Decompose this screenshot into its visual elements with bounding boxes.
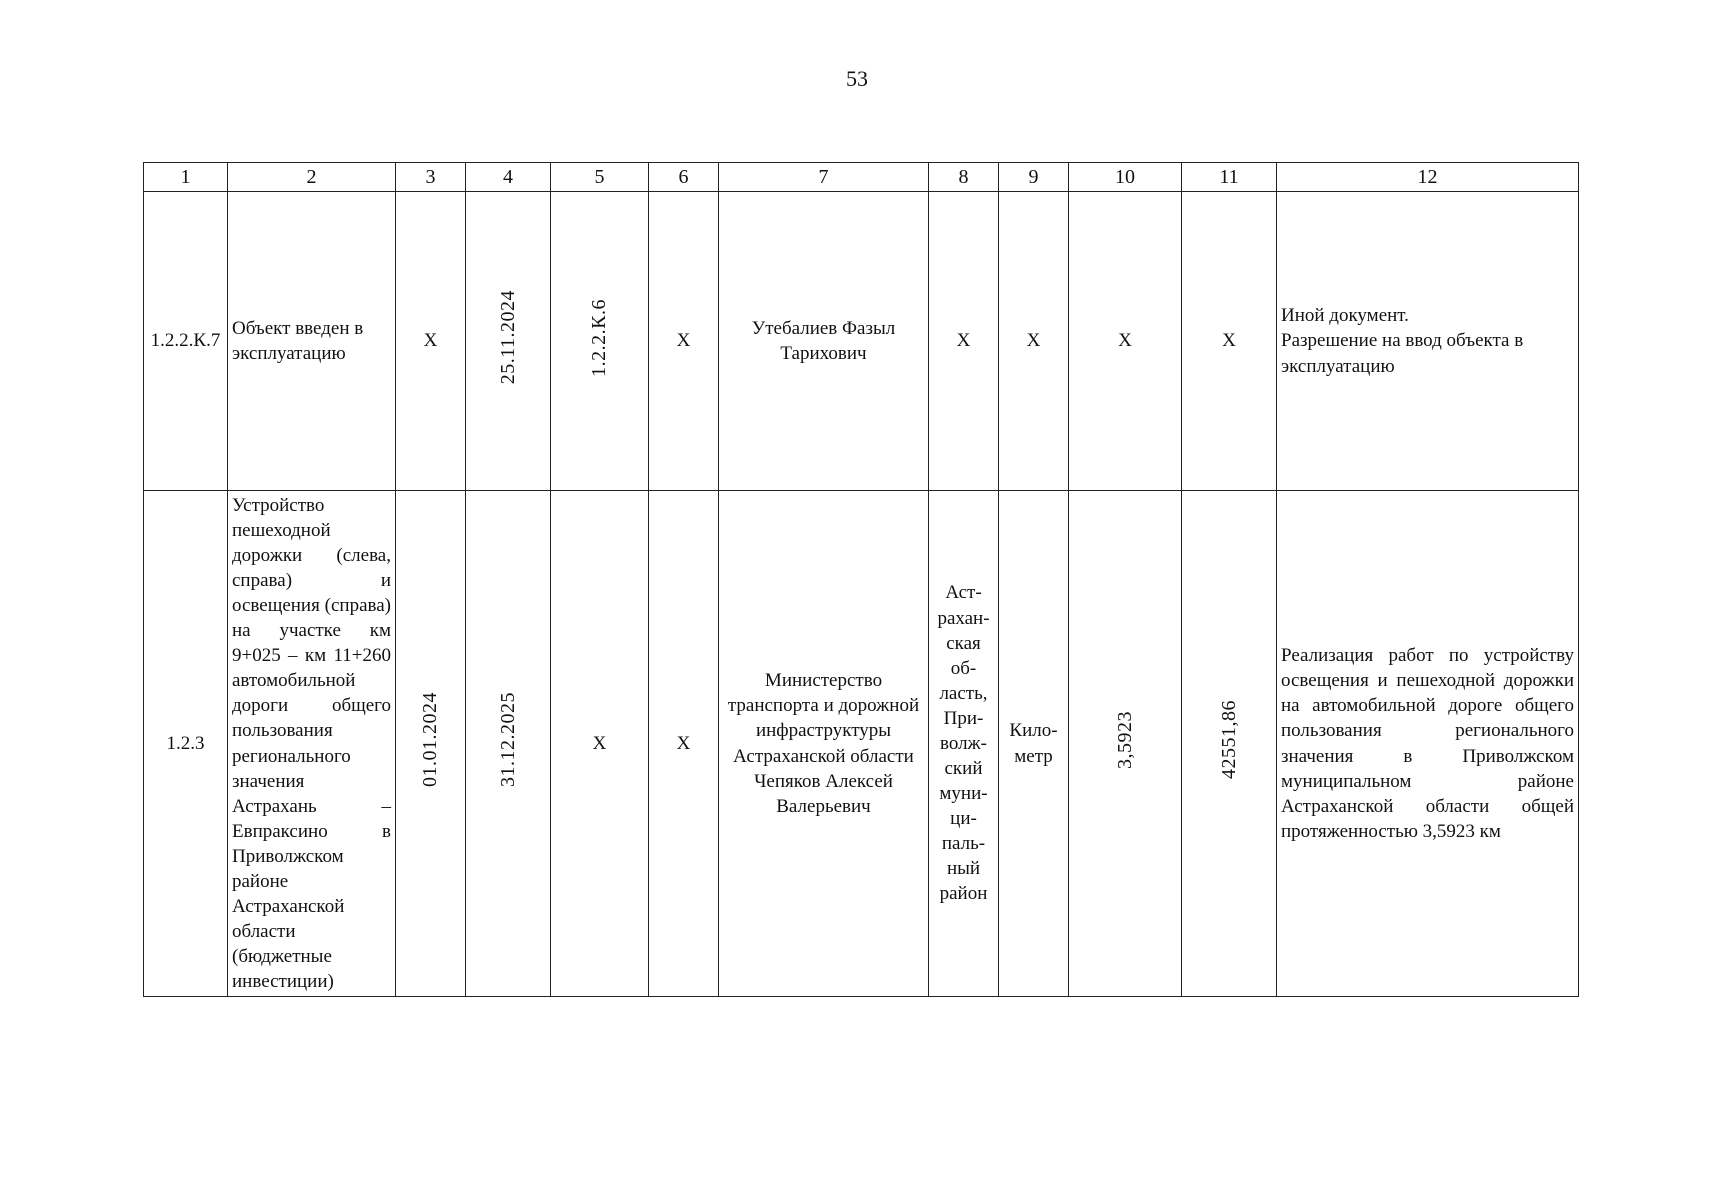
- column-header-2: 2: [228, 163, 396, 192]
- result-line-1: Иной документ.: [1281, 305, 1409, 327]
- column-header-4: 4: [466, 163, 551, 192]
- dependency-cell: [551, 192, 649, 491]
- table-row: [144, 192, 1579, 491]
- territory-cell: Х: [929, 192, 999, 491]
- unit-cell: Х: [999, 192, 1069, 491]
- column-header-9: 9: [999, 163, 1069, 192]
- end-date-cell: [466, 192, 551, 491]
- quantity-cell: [1069, 491, 1182, 997]
- column-header-11: 11: [1182, 163, 1277, 192]
- row-number-cell: 1.2.3: [144, 491, 228, 997]
- dependency-text: 1.2.2.К.6: [588, 298, 611, 377]
- column-6-cell: Х: [649, 491, 719, 997]
- column-header-10: 10: [1069, 163, 1182, 192]
- start-date-cell: [396, 491, 466, 997]
- header-row: [144, 163, 1579, 192]
- table-row: [144, 491, 1579, 997]
- responsible-organization: Министерство транспорта и дорожной инфраструктуры Астраханской области: [727, 670, 920, 767]
- event-name-cell: Объект введен в эксплуатацию: [228, 192, 396, 491]
- responsible-cell: [719, 491, 929, 997]
- amount-cell: [1182, 491, 1277, 997]
- column-header-8: 8: [929, 163, 999, 192]
- result-cell: [1277, 192, 1579, 491]
- page-number: 53: [846, 66, 868, 91]
- unit-cell: Кило- метр: [999, 491, 1069, 997]
- quantity-text: 3,5923: [1113, 710, 1136, 769]
- start-date-cell: Х: [396, 192, 466, 491]
- end-date-text: 25.11.2024: [496, 290, 519, 385]
- amount-text: 42551,86: [1217, 700, 1240, 780]
- event-name-cell: Устройство пешеходной дорожки (слева, справа) и освещения (справа) на участке км 9+025 – км 11+260 автомобильной дороги общего пользования регионального значения Астрахань – Евпраксино в Приволжском районе Астраханской области (бюджетные инвестиции): [228, 491, 396, 997]
- end-date-text: 31.12.2025: [496, 692, 519, 788]
- dependency-cell: Х: [551, 491, 649, 997]
- column-header-7: 7: [719, 163, 929, 192]
- row-number-cell: 1.2.2.К.7: [144, 192, 228, 491]
- territory-cell: Аст- рахан- ская об- ласть, При- волж- ский муни- ци- паль- ный район: [929, 491, 999, 997]
- result-cell: Реализация работ по устройству освещения и пешеходной дорожки на автомобильной дороге общего пользования регионального значения в Приволжском муниципальном районе Астраханской области общей протяженностью 3,5923 км: [1277, 491, 1579, 997]
- amount-cell: Х: [1182, 192, 1277, 491]
- responsible-person: Чепяков Алексей Валерьевич: [754, 770, 893, 817]
- data-table: [143, 162, 1579, 997]
- end-date-cell: [466, 491, 551, 997]
- column-header-3: 3: [396, 163, 466, 192]
- column-header-1: 1: [144, 163, 228, 192]
- column-header-5: 5: [551, 163, 649, 192]
- result-line-2: Разрешение на ввод объекта в эксплуатацию: [1281, 330, 1524, 377]
- column-header-12: 12: [1277, 163, 1579, 192]
- column-header-6: 6: [649, 163, 719, 192]
- column-6-cell: Х: [649, 192, 719, 491]
- quantity-cell: Х: [1069, 192, 1182, 491]
- start-date-text: 01.01.2024: [419, 692, 442, 788]
- responsible-cell: Утебалиев Фазыл Тарихович: [719, 192, 929, 491]
